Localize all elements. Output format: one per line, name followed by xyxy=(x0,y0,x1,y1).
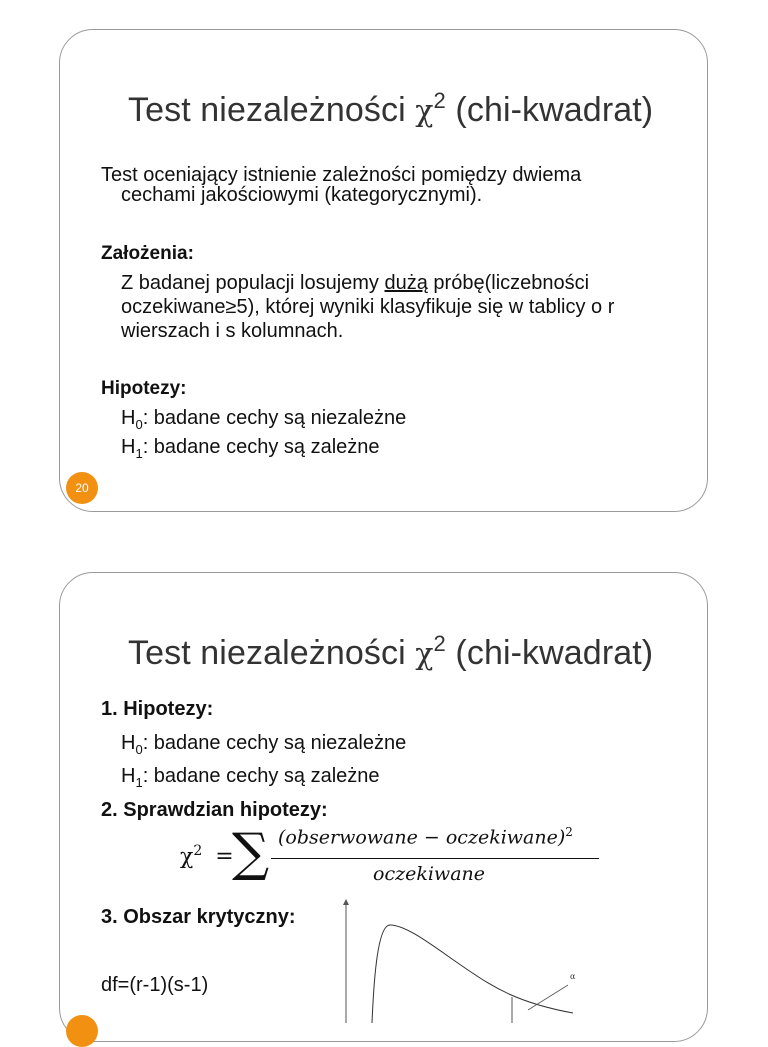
h0-subscript: 0 xyxy=(135,417,143,432)
assumptions-heading: Założenia: xyxy=(101,243,194,264)
h1-text: : badane cechy są zależne xyxy=(142,436,380,458)
step-1-heading: 1. Hipotezy: xyxy=(101,698,214,720)
formula-lhs xyxy=(180,843,234,869)
numerator-text: (obserwowane − oczekiwane) xyxy=(278,826,566,849)
h1-subscript: 1 xyxy=(135,446,143,461)
hypothesis-h0 xyxy=(121,406,406,437)
slide-21 xyxy=(59,572,708,1042)
hypothesis-h0 xyxy=(121,731,406,762)
slide-title xyxy=(128,633,653,673)
h1-text: : badane cechy są zależne xyxy=(142,765,380,787)
title-text: Test niezależności xyxy=(128,634,416,672)
chi-letter: χ xyxy=(415,637,434,672)
sum-symbol: ∑ xyxy=(232,823,270,883)
page-number-badge xyxy=(66,1015,98,1047)
formula-chi: χ xyxy=(180,844,194,870)
page-number-badge: 20 xyxy=(66,472,98,504)
assumptions-text-a: Z badanej populacji losujemy xyxy=(121,272,385,294)
title-suffix: (chi-kwadrat) xyxy=(445,634,654,672)
intro-line-1: Test oceniający istnienie zależności pomiędzy dwiema xyxy=(101,164,582,186)
step-3-heading: 3. Obszar krytyczny: xyxy=(101,906,296,928)
h0-letter: H xyxy=(121,407,136,429)
formula-denominator: oczekiwane xyxy=(373,863,485,885)
numerator-exponent: 2 xyxy=(565,825,573,839)
assumptions-line-3: wierszach i s kolumnach. xyxy=(121,320,344,342)
assumptions-line-1 xyxy=(121,271,589,295)
degrees-of-freedom: df=(r-1)(s-1) xyxy=(101,974,209,996)
h1-letter: H xyxy=(121,436,136,458)
title-suffix: (chi-kwadrat) xyxy=(445,91,654,129)
chi-exponent: 2 xyxy=(433,88,446,113)
hypothesis-h1 xyxy=(121,435,380,466)
plot-background xyxy=(328,895,588,1023)
title-text: Test niezależności xyxy=(128,91,416,129)
h1-letter: H xyxy=(121,765,136,787)
h0-subscript: 0 xyxy=(135,742,143,757)
chi-square-density-plot xyxy=(328,895,588,1023)
assumptions-text-b: próbę(liczebności xyxy=(427,272,590,294)
intro-line-2: cechami jakościowymi (kategorycznymi). xyxy=(121,184,483,206)
alpha-label: α xyxy=(570,972,576,981)
h1-subscript: 1 xyxy=(135,775,143,790)
chi-letter: χ xyxy=(415,94,434,129)
chi-symbol xyxy=(415,88,446,129)
fraction-bar xyxy=(271,858,599,859)
h0-letter: H xyxy=(121,732,136,754)
formula-numerator xyxy=(278,825,573,848)
assumptions-underlined: dużą xyxy=(384,272,428,294)
formula-chi-exponent: 2 xyxy=(193,843,203,859)
h0-text: : badane cechy są niezależne xyxy=(142,732,407,754)
assumptions-line-2: oczekiwane≥5), której wyniki klasyfikuje się w tablicy o r xyxy=(121,296,615,318)
formula-equals: = xyxy=(215,844,234,870)
chi-exponent: 2 xyxy=(433,631,446,656)
chi-symbol xyxy=(415,631,446,672)
h0-text: : badane cechy są niezależne xyxy=(142,407,407,429)
step-2-heading: 2. Sprawdzian hipotezy: xyxy=(101,799,328,821)
slide-20 xyxy=(59,29,708,512)
hypotheses-heading: Hipotezy: xyxy=(101,378,187,399)
hypothesis-h1 xyxy=(121,764,380,795)
slide-title xyxy=(128,90,653,130)
